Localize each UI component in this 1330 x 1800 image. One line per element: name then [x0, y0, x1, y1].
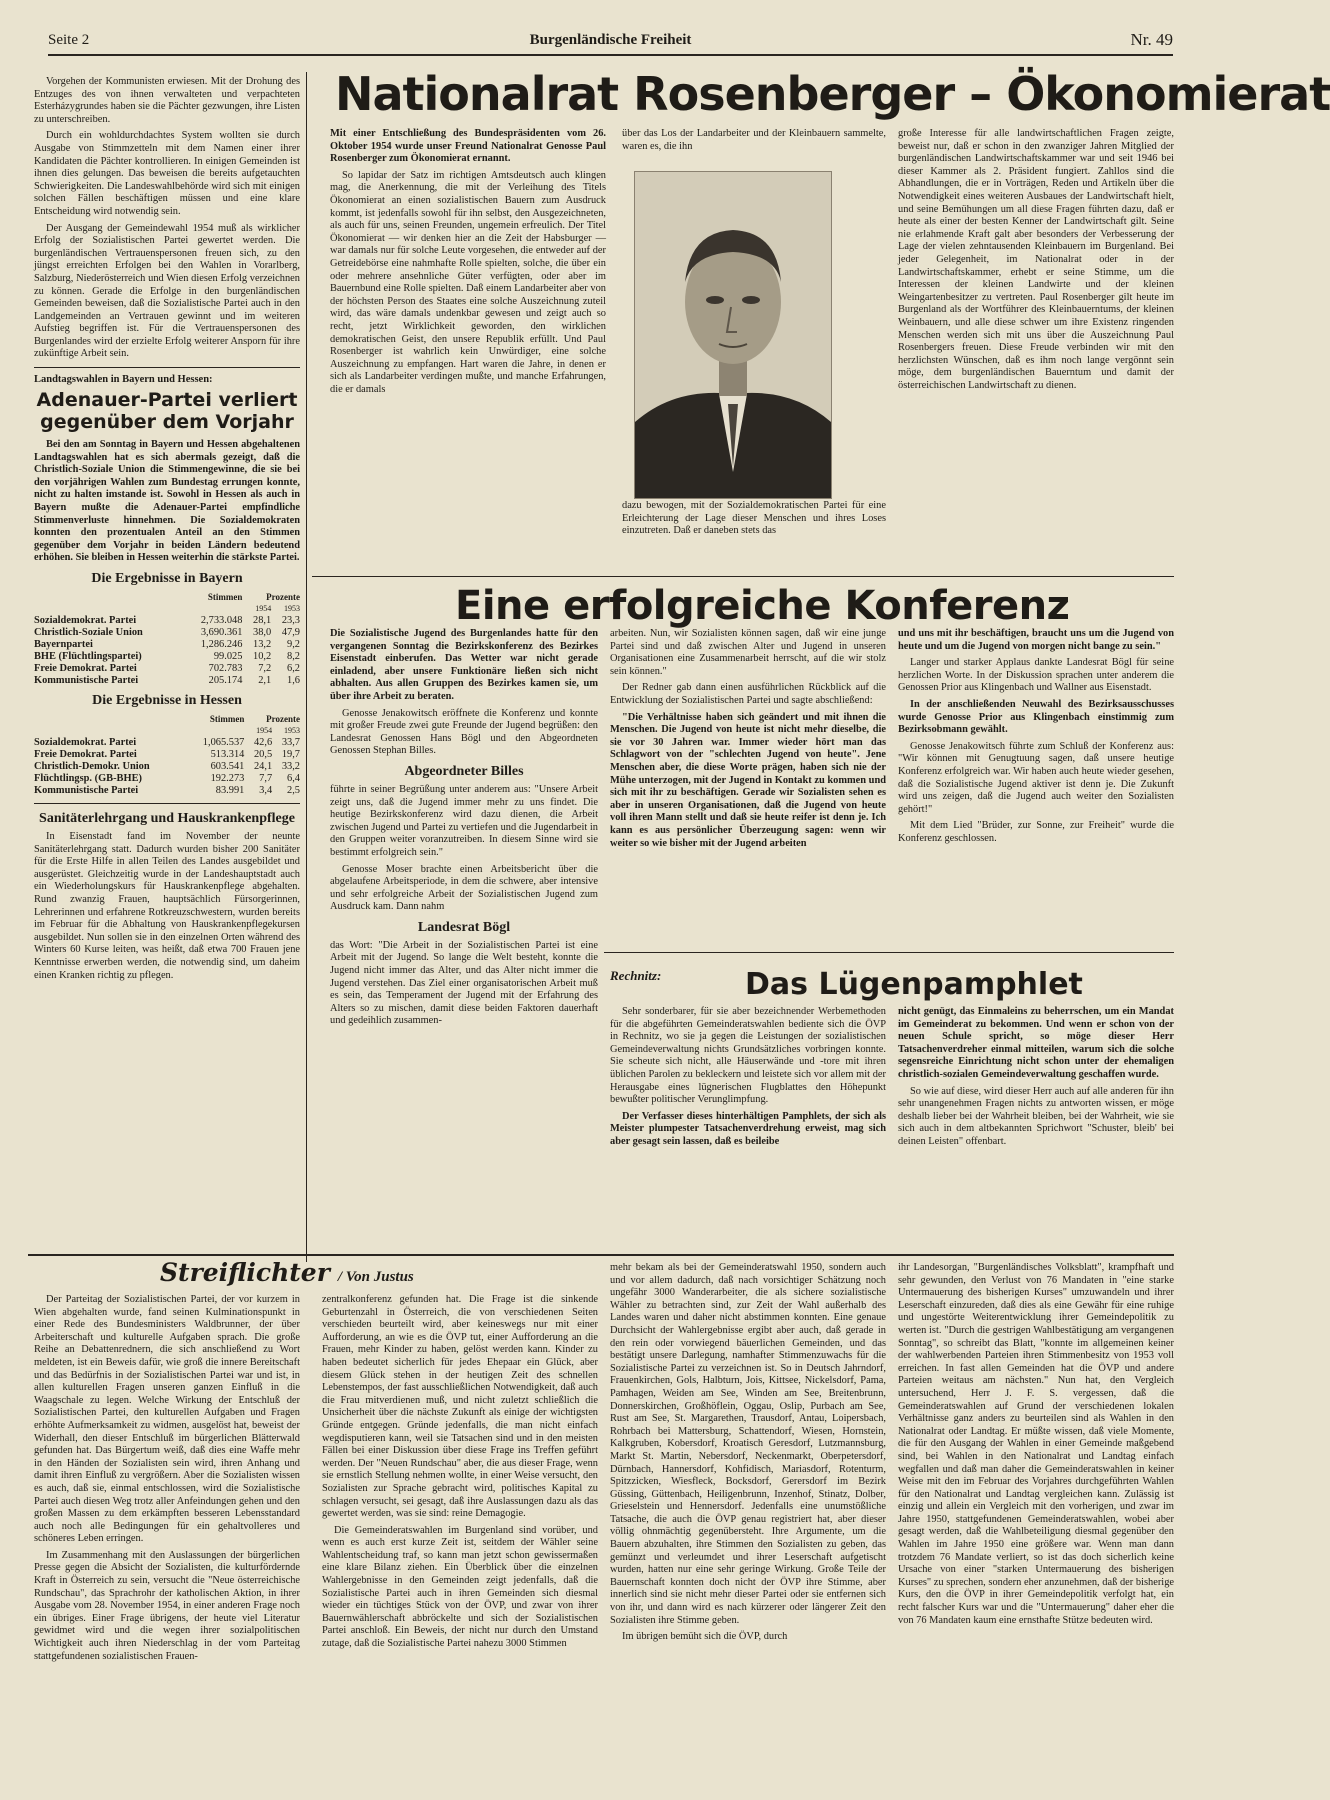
- section-rule: [312, 576, 1174, 577]
- table-row: Freie Demokrat. Partei 513.314 20,5 19,7: [34, 749, 300, 760]
- streiflichter-title: Streiflichter: [160, 1258, 330, 1287]
- streiflichter-headline: [160, 1258, 414, 1294]
- newspaper-name: Burgenländische Freiheit: [529, 32, 692, 48]
- rosenberger-portrait: [634, 171, 832, 499]
- billes-subhead: Abgeordneter Billes: [404, 763, 524, 779]
- rosenberger-col-a: [330, 128, 606, 576]
- konferenz-lead: Die Sozialistische Jugend des Burgenlandes hatte für den vergangenen Sonntag die Bezirkskonferenz des Bezirkes Eisenstadt einberufen. Das Wetter war nicht gerade einladend, aber unsere Funktionäre ließen sich nicht abhalten. Aus allen Gruppen des Bezirkes kamen sie, um über ihre Arbeit zu beraten.: [330, 628, 598, 702]
- konferenz-col-1: Die Sozialistische Jugend des Burgenlandes hatte für den vergangenen Sonntag die Bezirkskonferenz des Bezirkes Eisenstadt einberufen. Das Wetter war nicht gerade einladend, aber unsere Funktionäre ließen sich nicht abhalten. Aus allen Gruppen des Bezirkes kamen sie, um über ihre Arbeit zu beraten. Genosse Jenakowitsch eröffnete die Konferenz und konnte mit großer Freude zwei gute Freunde der Jugend begrüßen: den Landesrat Genossen Hans Bögl und den Abgeordneten Genossen Stephan Billes. Abgeordneter Billes führte in seiner Begrüßung unter anderem aus: "Unsere Arbeit zeigt uns, daß die Jugend immer mehr zu uns findet. Die heutige Bezirkskonferenz wird dazu dienen, die Arbeit zwischen Jugend und Partei zu vertiefen und die Jugendarbeit in den Gruppen weiter voranzutreiben. In diesem Sinne wird sie bestimmt erfolgreich sein." Genosse Moser brachte einen Arbeitsbericht über die abgelaufene Arbeitsperiode, in dem die schwere, aber intensive und sehr erfolgreiche Arbeit der Sozialistischen Jugend zum Ausdruck kam. Dann nahm Landesrat Bögl das Wort: "Die Arbeit in der Sozialistischen Partei ist eine Arbeit mit der Jugend. So lange die Welt besteht, konnte die Jugend nicht immer das Alter, und das Alter nicht immer die Jugend verstehen. Das Ziel einer organisatorischen Arbeit muß es sein, das Temperament der Jugend mit der Erfahrung des Alters so zu mischen, damit diese beiden Faktoren dauerhaft und gedeihlich zusammen-: [330, 628, 598, 1027]
- streiflichter-author: / Von Justus: [337, 1269, 414, 1285]
- boegl-subhead: Landesrat Bögl: [417, 919, 511, 935]
- streif-col-3: mehr bekam als bei der Gemeinderatswahl 1950, sondern auch und vor allem dadurch, daß nach vorsichtiger Schätzung noch ungefähr 3000 Wanderarbeiter, die als sichere sozialistische Wähler zu betrachten sind, zur Zeit der Wahl außerhalb des Landes waren und daher nicht abstimmen konnten. Eine genaue Durchsicht der Wahlergebnisse ergibt aber auch, daß gerade in den rein oder vorwiegend bäuerlichen Gemeinden, und das bestätigt unsere Darlegung, namhafter Stimmenzuwachs für die Sozialistische Partei zu verzeichnen ist. So in Deutsch Jahrndorf, Frauenkirchen, Gols, Halbturn, Jois, Kittsee, Nickelsdorf, Pama, Pamhagen, Weiden am See, Winden am See, Breitenbrunn, Donnerskirchen, Großhöflein, Oggau, Oslip, Purbach am See, Rust am See, St. Margarethen, Trausdorf, Antau, Loipersbach, Rohrbach bei Mattersburg, Schattendorf, Wiesen, Hornstein, Kalkgruben, Kobersdorf, Kroatisch Geresdorf, Lutzmannsburg, Markt St. Martin, Nebersdorf, Neckenmarkt, Oberpetersdorf, Dürnbach, Hannersdorf, Kohfidisch, Mariasdorf, Rotenturm, Spitzzicken, Wiesfleck, Bocksdorf, Gerersdorf im Bezirk Güssing, Güttenbach, Heiligenbrunn, Inzenhof, Stinatz, Dolber, Grieselstein und Hennersdorf. Jedenfalls eine unumstößliche Tatsache, die auch die ÖVP genau registriert hat, aber dieser völlig ohnmächtig gegenübersteht. Ihre Argumente, um die Bauern abzuhalten, ihre Stimmen den Sozialisten zu geben, das gemünzt und verleumdet und ihrer Leserschaft aufgetischt wurden, hatten nur eine sehr geringe Wirkung. Große Teile der Bauernschaft konnten doch nicht der ÖVP ihre Stimme, aber innerlich sind sie nicht mehr dieser Partei oder sie entfernen sich von ihr, und dann wird es nach kürzerer oder längerer Zeit den Sozialisten ihre Stimme geben. Im übrigen bemüht sich die ÖVP, durch: [610, 1262, 886, 1643]
- sanitaeter-text: In Eisenstadt fand im November der neunte Sanitäterlehrgang statt. Dadurch wurden bisher 200 Sanitäter für die Erste Hilfe in allen Teilen des Landes ausgebildet und ausgerüstet. Gleichzeitig wurde in der Landeshauptstadt auch ein Wiederholungskurs für Hauskrankenpflege abgehalten. Rund zwanzig Frauen, hauptsächlich Fürsorgerinnen, Lehrerinnen und erfahrene Rotkreuzschwestern, wurden bereits im Februar für die Abhaltung von Hauskrankenpflegekursen ausgebildet. Nun sollen sie in den einzelnen Orten während des Winters 60 Kurse leiten, was heißt, daß etwa 700 Frauen jene Kenntnisse erwerben werden, die notwendig sind, um daheim einen Kranken richtig zu pflegen.: [34, 831, 300, 981]
- rosenberger-headline: Nationalrat Rosenberger – Ökonomierat: [335, 67, 1330, 121]
- bayern-results-table: [34, 591, 300, 687]
- streif-col-2: zentralkonferenz gefunden hat. Die Frage ist die sinkende Geburtenzahl in Österreich, die von verschiedenen Seiten verschieden beurteilt wird, aber keineswegs nur mit einer Aufforderung, an wie es die ÖVP tut, einer Aufforderung an die Frauen, mehr Kinder zu haben, gelöst werden kann. Kinder zu haben bedeutet sicherlich für jedes Ehepaar ein Glück, aber diesem Glück stehen in der heutigen Zeit des schnellen Lebenstempos, der fast ausschließlichen Notwendigkeit, daß auch die Frau mitverdienen muß, und nicht zuletzt schließlich die Unsicherheit über die nächste Zukunft als einige der wichtigsten Gründe entgegen. Gründe jedenfalls, die man nicht einfach wegdisputieren kann, weil sie Tatsachen sind und in den meisten Fällen bei einer Diskussion über diese Frage ins Treffen geführt werden. Der "Neuen Rundschau" aber, die aus dieser Frage, wenn sie ernstlich Stellung nehmen wollte, in einer Weise versucht, den Sozialisten zur Sprache gebracht wird, politisches Kapital zu schlagen versucht, sei gesagt, daß ihre Auslassungen dazu als das gewertet werden, was sie sind: reine Demagogie. Die Gemeinderatswahlen im Burgenland sind vorüber, und wenn es auch erst kurze Zeit ist, seitdem der Wähler seine Wahlentscheidung traf, so kann man jetzt schon gewissermaßen eine klare Bilanz ziehen. Ein Überblick über die einzelnen Wahlergebnisse in den Gemeinden zeigt jedenfalls, daß die Sozialistische Partei auch in ihren Gemeinden sich diesmal wieder ein tüchtiges Stück von der ÖVP, und zwar von ihrer Bauernwählerschaft abbröckelte und sich der Sozialistischen Partei anschloß. Ein Beweis, der nicht nur durch den Umstand zutage, daß die Sozialistische Partei nahezu 3000 Stimmen: [322, 1294, 598, 1650]
- left-para-1: Vorgehen der Kommunisten erwiesen. Mit der Drohung des Entzuges des von ihnen verwalteten und verpachteten Esterházygrundes haben sie die Pächter gezwungen, ihre Listen zu unterschreiben.: [34, 76, 300, 125]
- hessen-results-table: [34, 713, 300, 797]
- adenauer-lead: Bei den am Sonntag in Bayern und Hessen abgehaltenen Landtagswahlen hat es sich abermals gezeigt, daß die Christlich-Soziale Union die Stimmengewinne, die sie bei den vorjährigen Wahlen zum Bundestag errungen konnte, nicht zu halten imstande ist. Sowohl in Hessen als auch in Bayern mußte die Adenauer-Partei empfindliche Stimmenverluste hinnehmen. Die Sozialdemokraten konnten den prozentualen Anteil an den Stimmen gegenüber dem Vorjahr in beiden Ländern bedeutend erhöhen. Sie bleiben in Hessen weiterhin die stärkste Partei.: [34, 439, 300, 564]
- table-row: Sozialdemokrat. Partei 2,733.048 28,1 23,3: [34, 615, 300, 626]
- table-row: Kommunistische Partei 83.991 3,4 2,5: [34, 785, 300, 796]
- table-row: Bayernpartei 1,286.246 13,2 9,2: [34, 639, 300, 650]
- table-row: Christlich-Demokr. Union 603.541 24,1 33,2: [34, 761, 300, 772]
- bayern-h-prozente: Prozente: [266, 592, 300, 602]
- issue-number: Nr. 49: [1130, 30, 1173, 49]
- sanitaeter-title: Sanitäterlehrgang und Hauskrankenpflege: [39, 811, 295, 826]
- hessen-year-2: 1953: [284, 726, 300, 735]
- bayern-h-stimmen: Stimmen: [207, 592, 243, 602]
- left-para-2: Durch ein wohldurchdachtes System wollten sie durch Ausgabe von Stimmzetteln mit dem Namen einer ihrer Kandidaten die Pächter kontrollieren. In einigen Gemeinden ist ihnen dies gelungen. Das beweisen die bereits aufgetauchten Schwierigkeiten. Die Landeswahlbehörde wird sich mit einigen solchen Fällen beschäftigen müssen und eine klare Entscheidung wird notwendig sein.: [34, 130, 300, 217]
- rosenberger-lead: Mit einer Entschließung des Bundespräsidenten vom 26. Oktober 1954 wurde unser Freund Nationalrat Genosse Paul Rosenberger zum Ökonomierat ernannt.: [330, 128, 606, 165]
- luegen-headline: Das Lügenpamphlet: [745, 967, 1083, 1002]
- rosenberger-col-c: große Interesse für alle landwirtschaftlichen Fragen zeigte, beweist nur, daß er schon in den zwanziger Jahren Mitglied der burgenländischen Landwirtschaftskammer war und seit 1946 bei dieser Kammer als 2. Präsident fungiert. Zahllos sind die Abhandlungen, die er in Vorträgen, Reden und Artikeln über die Notwendigkeit eines weiteren Ausbaues der Landwirtschaft hielt, und seine Bemühungen um all diese Fragen führten dazu, daß er heute als einer der besten Kenner der Landwirtschaft gilt. Seine nie erlahmende Kraft galt aber besonders der Verbesserung der Lage der vielen zehntausenden Kleinbauern im Burgenland. Bei jeder Gelegenheit, im Nationalrat oder in der Landwirtschaftskammer, erhebt er seine Stimme, um die Interessen der kleinen Landwirte und der kleinen Weingartenbesitzer zu vertreten. Paul Rosenberger gilt heute im Burgenland als der Wortführer des Kleinbauerntums, der kleinen Weinbauern, und alle diese schwer um ihre Existenz ringenden Menschen werden sich mit uns über die Auszeichnung Paul Rosenbergers freuen. Diese Freude verbinden wir mit den herzlichsten Wünschen, daß es ihm noch lange vergönnt sein möge, dem burgenländischen Bauerntum und damit der österreichischen Landwirtschaft zu dienen.: [898, 128, 1174, 391]
- luegen-col-2: nicht genügt, das Einmaleins zu beherrschen, um ein Mandat im Gemeinderat zu bekommen. Und wenn er schon von der neuen Schule spricht, so möge dieser Herr Tatsachenverdreher einmal mitteilen, warum sich die solche segensreiche Einrichtung nicht schon unter der ehemaligen christlich-sozialen Gemeindeverwaltung geschaffen wurde. So wie auf diese, wird dieser Herr auch auf alle anderen für ihn sehr unangenehmen Fragen nichts zu antworten wissen, er möge deshalb lieber bei der Wahrheit bleiben, bei der Wahrheit, wie sie sich auch in dem altbekannten Sprichwort "Schuster, bleib' bei deinen Leisten" offenbart.: [898, 1006, 1174, 1147]
- bayern-title: Die Ergebnisse in Bayern: [91, 571, 243, 586]
- table-row: Flüchtlingsp. (GB-BHE) 192.273 7,7 6,4: [34, 773, 300, 784]
- table-row: Christlich-Soziale Union 3,690.361 38,0 47,9: [34, 627, 300, 638]
- konferenz-col-3: und uns mit ihr beschäftigen, braucht uns um die Jugend von heute und um die Jugend von morgen nicht bange zu sein." Langer und starker Applaus dankte Landesrat Bögl für seine herzlichen Worte. In der Diskussion sprachen unter anderem die Genossen Prior aus Klingenbach und Wallner aus Eisenstadt. In der anschließenden Neuwahl des Bezirksausschusses wurde Genosse Prior aus Klingenbach einstimmig zum Bezirksobmann gewählt. Genosse Jenakowitsch führte zum Schluß der Konferenz aus: "Wir können mit Genugtuung sagen, daß unsere heutige Konferenz erfolgreich war. Wir haben auch heute wieder gesehen, daß die Sozialistische Jugend aktiver ist denn je. Die Zukunft wird uns zeigen, daß die Jugend auch weiter den Sozialisten gehört!" Mit dem Lied "Brüder, zur Sonne, zur Freiheit" wurde die Konferenz geschlossen.: [898, 628, 1174, 844]
- divider: [34, 367, 300, 368]
- adenauer-headline: Adenauer-Partei verliert gegenüber dem Vorjahr: [36, 389, 298, 434]
- divider: [34, 803, 300, 804]
- section-rule: [604, 952, 1174, 953]
- streif-col-4: ihr Landesorgan, "Burgenländisches Volksblatt", krampfhaft und sehr gewunden, den Verlust von 76 Mandaten in "eine starke Untermauerung des bisherigen Kurses" umzuwandeln und ihrer Leserschaft einzureden, daß dies als eine Gewähr für eine ruhige und ungestörte Weiterentwicklung ihrer Gemeindepolitik zu werten ist. "Durch die gestrigen Wahlbestätigung am vergangenen Sonntag", so schreibt das Blatt, "konnte im allgemeinen keiner der wahlwerbenden Parteien ihren Stimmenbesitz von 1953 voll erreichen. In fast allen Gemeinden hat die ÖVP und andere Parteien weitaus am nächsten." Nun hat, den Vergleich untersuchend, Herr J. F. S. vergessen, daß die Gemeinderatswahlen auf Grund der verschiedenen lokalen Verhältnisse ganz anders zu beurteilen sind als Wahlen in den Nationalrat oder Landtag. Er müßte wissen, daß viele Momente, die für den Ausgang der Wahlen in einer Gemeinde maßgebend sind, bei Wahlen in den Nationalrat und Landtag einfach wegfallen und daß man daher die Gemeinderatswahlen in keiner Weise mit den im Februar des Vorjahres durchgeführten Wahlen für den Nationalrat und Landtag vergleichen kann. Zulässig ist einzig und allein ein Vergleich mit den vorherigen, und zwar im Jahre 1950, stattgefundenen Gemeinderatswahlen, wobei aber gesagt werden, daß die Wahlbeteiligung diesmal gegenüber den Wahlen im Jahre 1950 eine größere war. Wenn man dann trotzdem 76 Mandate verliert, so ist das doch sicherlich keine Ursache von einer "starken Untermauerung des bisherigen Kurses" zu sprechen, sondern eher anzunehmen, daß der bisherige Kurs, den die ÖVP in ihrer Gemeindepolitik verfolgt hat, ein recht falscher Kurs war und die "Untermauerung" daher eher die von 76 Mandaten kaum eine ernsthafte Stütze bedeuten wird.: [898, 1262, 1174, 1626]
- column-rule: [306, 72, 307, 1262]
- page-header: [48, 28, 1173, 56]
- table-row: Freie Demokrat. Partei 702.783 7,2 6,2: [34, 663, 300, 674]
- rosenberger-text-a: So lapidar der Satz im richtigen Amtsdeutsch auch klingen mag, die Anerkennung, die mit der Verleihung des Titels Ökonomierat an einen sozialistischen Bauern zum Ausdruck kommt, ist jedenfalls sowohl für ihn selbst, den Ausgezeichneten, als auch für uns, seinen Freunden, ungemein erfreulich. Der Titel Ökonomierat — wir denken hier an die Zeit der Habsburger — war damals nur für solche Leute vorgesehen, die entweder auf der Getreidebörse eine nahmhafte Rolle spielten, solche, die über ein oder mehrere ansehnliche Güter verfügten, oder aber im Bauernbund eine Rolle spielten. Daß einem Landarbeiter aber von der höchsten Person des Staates eine solche Auszeichnung zuteil wird, das wäre damals undenkbar gewesen und zeigt auch so recht, jetzt Wirklichkeit geworden, den wirklichen demokratischen Geist, den unsere Republik erfüllt. Und Paul Rosenberger ist wahrlich kein Unwürdiger, eine solche Auszeichnung zu empfangen. Hart waren die Jahre, in denen er sich als Landarbeiter verdingen mußte, und manche Erfahrungen, die er damals: [330, 169, 606, 395]
- left-column: [34, 76, 300, 1266]
- hessen-title: Die Ergebnisse in Hessen: [92, 693, 242, 708]
- hessen-year-1: 1954: [256, 726, 273, 735]
- rechnitz-kicker: Rechnitz:: [610, 968, 662, 983]
- left-para-3: Der Ausgang der Gemeindewahl 1954 muß als wirklicher Erfolg der Sozialistischen Partei gewertet werden. Die burgenländischen Vertrauenspersonen freuen sich, zu den jüngst erreichten Erfolgen bei den Wahlen in Vorarlberg, Salzburg, Niederösterreich und Wien diesen Erfolg verzeichnen zu können. Gerade die Erfolge in den burgenländischen Gemeinden beweisen, daß die Sozialistische Partei auch in den Landgemeinden an Vertrauen gewinnt und im weiteren Aufstieg begriffen ist. Für die Vertrauenspersonen des Burgenlandes wird der erzielte Erfolg weiterer Ansporn für ihre zukünftige Arbeit sein.: [34, 222, 300, 360]
- table-row: BHE (Flüchtlingspartei) 99.025 10,2 8,2: [34, 651, 300, 662]
- bayern-year-2: 1953: [284, 604, 300, 613]
- konferenz-headline: Eine erfolgreiche Konferenz: [455, 583, 1070, 629]
- konferenz-col-2: arbeiten. Nun, wir Sozialisten können sagen, daß wir eine junge Partei sind und daß zwischen Alter und Jugend in unseren Organisationen eine Zusammenarbeit herrscht, auf die wir stolz sein können." Der Redner gab dann einen ausführlichen Rückblick auf die Entwicklung der Sozialistischen Partei und sagte abschließend: "Die Verhältnisse haben sich geändert und mit ihnen die Menschen. Die Jugend von heute ist nicht mehr dieselbe, die sie vor 30 Jahren war. Immer wieder hört man das Schlagwort von der "schlechten Jugend von heute". Jene Menschen aber, die diese Worte prägen, haben sich nie der Mühe unterzogen, mit der Jugend in Kontakt zu kommen und sich mit ihr zu beschäftigen. Gerade wir Sozialisten sehen es aber in unseren Organisationen, daß die Jugend von heute voll ihren Mann stellt und daß sie heute reifer ist denn je. Ich kann es aus persönlicher Überzeugung sagen: wenn wir weiter so wie bisher mit der Jugend arbeiten: [610, 628, 886, 849]
- hessen-h-stimmen: Stimmen: [209, 714, 245, 724]
- rosenberger-col-b-top: über das Los der Landarbeiter und der Kleinbauern sammelte, waren es, die ihn: [622, 128, 886, 152]
- table-row: Sozialdemokrat. Partei 1,065.537 42,6 33,7: [34, 737, 300, 748]
- rosenberger-col-b-bottom: dazu bewogen, mit der Sozialdemokratischen Partei für eine Erleichterung der Lage dieser Menschen und ihres Loses einzutreten. Daß er daneben stets das: [622, 500, 886, 537]
- luegen-col-1: Sehr sonderbarer, für sie aber bezeichnender Werbemethoden für die abgeführten Gemeinderatswahlen bediente sich die ÖVP in Rechnitz, wo sie ja gegen die Leistungen der sozialistischen Gemeindeverwaltung nichts Grundsätzliches vorbringen konnte. Sie scheute sich nicht, alle Häuserwände und -tore mit ihren üblichen Parolen zu bekleckern und leistete sich vor allem mit der Herausgabe eines lügnerischen Flugblattes den Höhepunkt bewußter politischer Verunglimpfung. Der Verfasser dieses hinterhältigen Pamphlets, der sich als Meister plumpester Tatsachenverdrehung erweist, mag sich aber gesagt sein lassen, daß es beileibe: [610, 1006, 886, 1147]
- election-kicker: Landtagswahlen in Bayern und Hessen:: [34, 374, 213, 386]
- bayern-year-1: 1954: [255, 604, 272, 613]
- streif-col-1: Der Parteitag der Sozialistischen Partei, der vor kurzem in Wien abgehalten wurde, fand seinen Kulminationspunkt in einer Rede des Bundesministers Waldbrunner, der über Arbeiterschaft und kulturelle Aufgaben sprach. Die große Reihe an Debattenrednern, die sich anschließend zu Wort meldeten, ist ein Beweis dafür, wie groß die innere Bereitschaft und das Bedürfnis in der Sozialistischen Partei war und ist, in allen kulturellen Fragen unseren ganzen Einfluß in die Waagschale zu legen. Welche Wirkung der Entschluß der Sozialistischen Partei, den kulturellen Aufgaben und Fragen erhöhte Aufmerksamkeit zu widmen, ausgelöst hat, beweist der Widerhall, den dieser Entschluß im bürgerlichen Blätterwald gefunden hat. Das Bürgertum weiß, daß dies eine Waffe mehr in den Händen der Sozialisten sein wird, ihren Anhang und damit ihren Einfluß zu vergrößern. Aber die Sozialisten wissen es auch, daß sie, einmal entschlossen, wird die Sozialistische Partei auch diesen Weg trotz aller Anfeindungen gehen und den großen Massen zu dem erkämpften besseren Lebensstandard auch noch alle Bedingungen für ein gehaltvolleres und schöneres Leben erringen. Im Zusammenhang mit den Auslassungen der bürgerlichen Presse gegen die Absicht der Sozialisten, die kulturfördernde Kraft in Österreich zu sein, versucht die "Neue österreichische Rundschau", das Sprachrohr der katholischen Aktion, in ihrer Ausgabe vom 28. November 1954, in einer anderen Frage noch ein übriges. Einer Frage übrigens, der heute viel Literatur gewidmet wird und die wegen ihrer sozialpolitischen Wichtigkeit auch ihren Niederschlag in der vom Parteitag stattgefundenen sozialistischen Frauen-: [34, 1294, 300, 1662]
- hessen-h-prozente: Prozente: [266, 714, 300, 724]
- table-row: Kommunistische Partei 205.174 2,1 1,6: [34, 675, 300, 686]
- section-rule: [28, 1254, 1174, 1256]
- page-number: Seite 2: [48, 32, 90, 48]
- portrait-photo: [635, 172, 831, 498]
